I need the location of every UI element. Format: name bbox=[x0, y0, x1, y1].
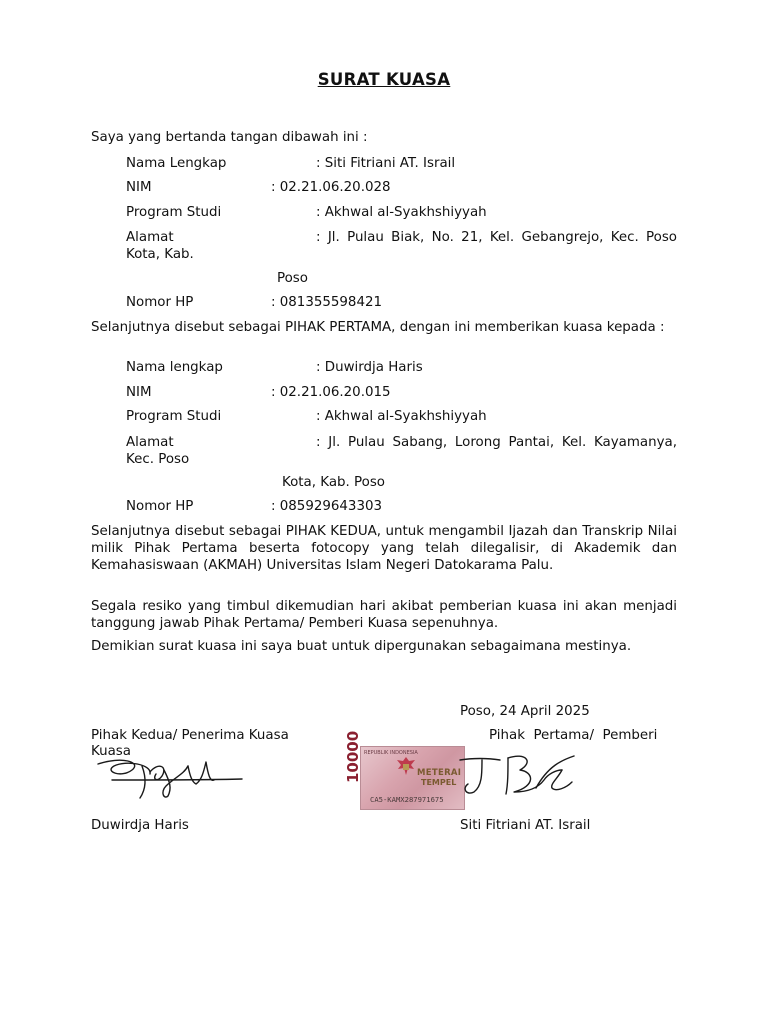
party2-address-continuation: Kota, Kab. Poso bbox=[282, 475, 385, 490]
party2-name-label: Nama lengkap bbox=[126, 360, 223, 375]
party2-nim-label: NIM bbox=[126, 385, 152, 400]
party2-phone-value: : 085929643303 bbox=[271, 499, 383, 514]
party1-prodi-value: : Akhwal al-Syakhshiyyah bbox=[316, 205, 487, 220]
party1-address-label: Alamat bbox=[126, 230, 174, 245]
intro-text: Saya yang bertanda tangan dibawah ini : bbox=[91, 130, 368, 145]
left-signer-name: Duwirdja Haris bbox=[91, 818, 189, 833]
party1-nim-label: NIM bbox=[126, 180, 152, 195]
meterai-stamp bbox=[344, 730, 465, 810]
right-role: Pihak Pertama/ Pemberi bbox=[489, 728, 658, 743]
party2-nim-value: : 02.21.06.20.015 bbox=[271, 385, 391, 400]
party1-address-value: : Jl. Pulau Biak, No. 21, Kel. Gebangrejo, Kec. Poso Kota, Kab. bbox=[126, 230, 677, 262]
party1-name-label: Nama Lengkap bbox=[126, 156, 227, 171]
stamp-label-tempel: TEMPEL bbox=[421, 778, 457, 787]
party1-prodi-label: Program Studi bbox=[126, 205, 222, 220]
left-role-line1: Pihak Kedua/ Penerima Kuasa bbox=[91, 728, 289, 743]
party2-address bbox=[126, 434, 677, 468]
stamp-top-text: REPUBLIK INDONESIA bbox=[364, 750, 418, 756]
stamp-amount: 10000 bbox=[344, 730, 362, 783]
party1-address-continuation: Poso bbox=[277, 271, 308, 286]
closing-paragraph: Demikian surat kuasa ini saya buat untuk dipergunakan sebagaimana mestinya. bbox=[91, 639, 632, 654]
party1-address bbox=[126, 229, 677, 263]
party2-prodi-label: Program Studi bbox=[126, 409, 222, 424]
place-date: Poso, 24 April 2025 bbox=[460, 704, 590, 719]
stamp-serial: CA5-KAMX287971675 bbox=[370, 795, 444, 804]
party2-address-label: Alamat bbox=[126, 435, 174, 450]
party2-phone-label: Nomor HP bbox=[126, 499, 194, 514]
page-title: SURAT KUASA bbox=[317, 70, 451, 89]
party1-phone-label: Nomor HP bbox=[126, 295, 194, 310]
party1-phone-value: : 081355598421 bbox=[271, 295, 383, 310]
garuda-emblem-icon bbox=[395, 755, 417, 779]
party2-address-value: : Jl. Pulau Sabang, Lorong Pantai, Kel. Kayamanya, Kec. Poso bbox=[126, 435, 677, 467]
party2-name-value: : Duwirdja Haris bbox=[316, 360, 423, 375]
left-signature bbox=[92, 752, 252, 802]
party1-name-value: : Siti Fitriani AT. Israil bbox=[316, 156, 456, 171]
stamp-label-meterai: METERAI bbox=[417, 768, 462, 778]
purpose-paragraph: Selanjutnya disebut sebagai PIHAK KEDUA, untuk mengambil Ijazah dan Transkrip Nilai milik Pihak Pertama beserta fotocopy yang telah dilegalisir, di Akademik dan Kemahasiswaan (AKMAH) Universitas Islam Negeri Datokarama Palu. bbox=[91, 524, 677, 573]
transition-paragraph: Selanjutnya disebut sebagai PIHAK PERTAMA, dengan ini memberikan kuasa kepada : bbox=[91, 320, 665, 335]
right-signature bbox=[452, 748, 578, 802]
risk-paragraph: Segala resiko yang timbul dikemudian hari akibat pemberian kuasa ini akan menjadi tanggung jawab Pihak Pertama/ Pemberi Kuasa sepenuhnya. bbox=[91, 599, 677, 631]
left-role-line2: Kuasa bbox=[91, 744, 131, 759]
party2-prodi-value: : Akhwal al-Syakhshiyyah bbox=[316, 409, 487, 424]
right-signer-name: Siti Fitriani AT. Israil bbox=[460, 818, 591, 833]
party1-nim-value: : 02.21.06.20.028 bbox=[271, 180, 391, 195]
